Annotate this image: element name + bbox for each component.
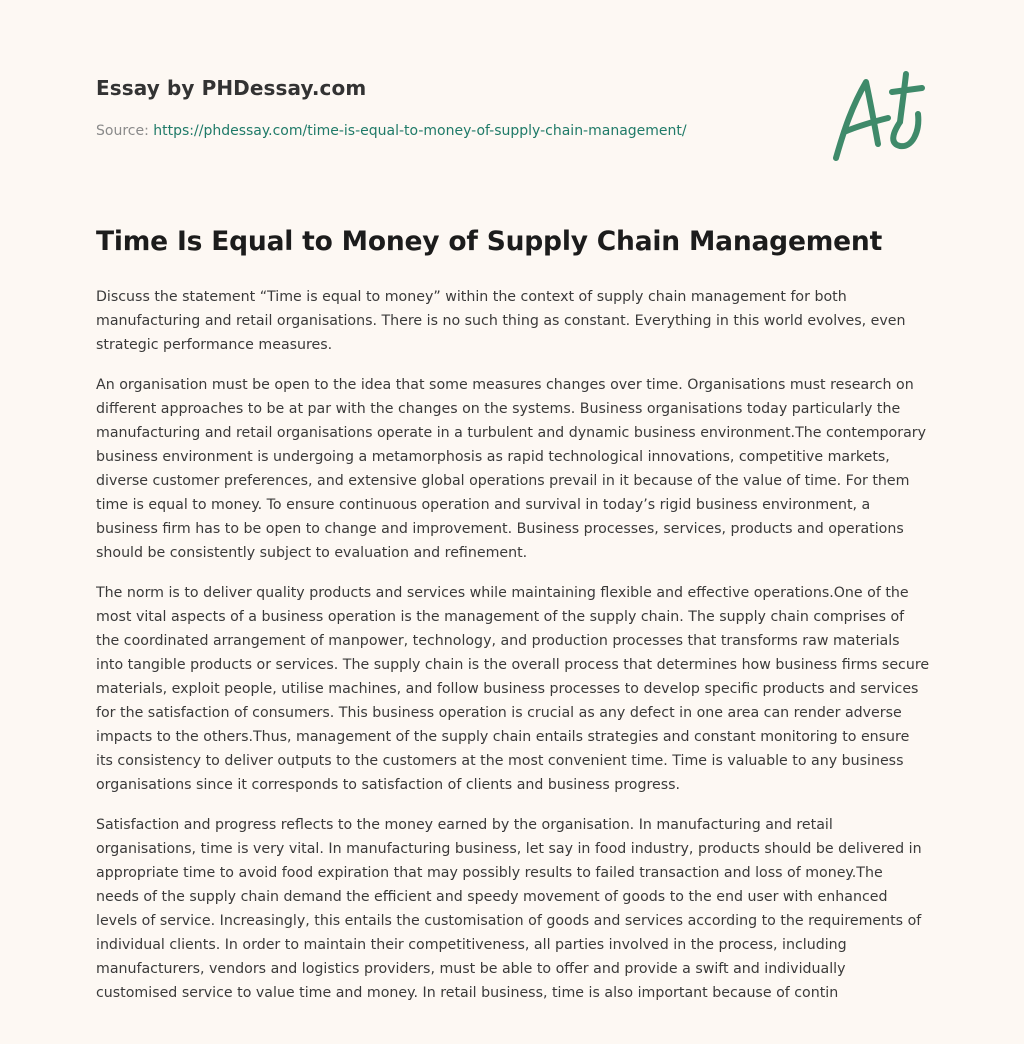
essay-paragraph: Satisfaction and progress reflects to the money earned by the organisation. In manufacturing and retail organisations, time is very vital. In manufacturing business, let say in food industry, products should be delivered in appropriate time to avoid food expiration that may possibly results to failed transaction and loss of money.The needs of the supply chain demand the efficient and speedy movement of goods to the end user with enhanced levels of service. Increasingly, this entails the customisation of goods and services according to the requirements of individual clients. In order to maintain their competitiveness, all parties involved in the process, including manufacturers, vendors and logistics providers, must be able to offer and provide a swift and individually customised service to value time and money. In retail business, time is also important because of contin (96, 817, 922, 1001)
essay-body (96, 285, 930, 1021)
essay-title: Time Is Equal to Money of Supply Chain Management (96, 226, 883, 257)
essay-paragraph: Discuss the statement “Time is equal to money” within the context of supply chain management for both manufacturing and retail organisations. There is no such thing as constant. Everything in this world evolves, even strategic performance measures. (96, 289, 906, 353)
source-link[interactable]: https://phdessay.com/time-is-equal-to-money-of-supply-chain-management/ (153, 123, 687, 139)
a-plus-logo-icon (830, 70, 926, 162)
essay-paragraph: An organisation must be open to the idea that some measures changes over time. Organisations must research on different approaches to be at par with the changes on the systems. Business organisations today particularly the manufacturing and retail organisations operate in a turbulent and dynamic business environment.The contemporary business environment is undergoing a metamorphosis as rapid technological innovations, competitive markets, diverse customer preferences, and extensive global operations prevail in it because of the value of time. For them time is equal to money. To ensure continuous operation and survival in today’s rigid business environment, a business firm has to be open to change and improvement. Business processes, services, products and operations should be consistently subject to evaluation and refinement. (96, 377, 926, 561)
source-label: Source: (96, 123, 149, 139)
source-line (96, 123, 687, 139)
site-brand: Essay by PHDessay.com (96, 76, 367, 100)
essay-page (96, 0, 930, 1044)
essay-paragraph: The norm is to deliver quality products and services while maintaining flexible and effective operations.One of the most vital aspects of a business operation is the management of the supply chain. The supply chain comprises of the coordinated arrangement of manpower, technology, and production processes that transforms raw materials into tangible products or services. The supply chain is the overall process that determines how business firms secure materials, exploit people, utilise machines, and follow business processes to develop specific products and services for the satisfaction of consumers. This business operation is crucial as any defect in one area can render adverse impacts to the others.Thus, management of the supply chain entails strategies and constant monitoring to ensure its consistency to deliver outputs to the customers at the most convenient time. Time is valuable to any business organisations since it corresponds to satisfaction of clients and business progress. (96, 585, 930, 793)
